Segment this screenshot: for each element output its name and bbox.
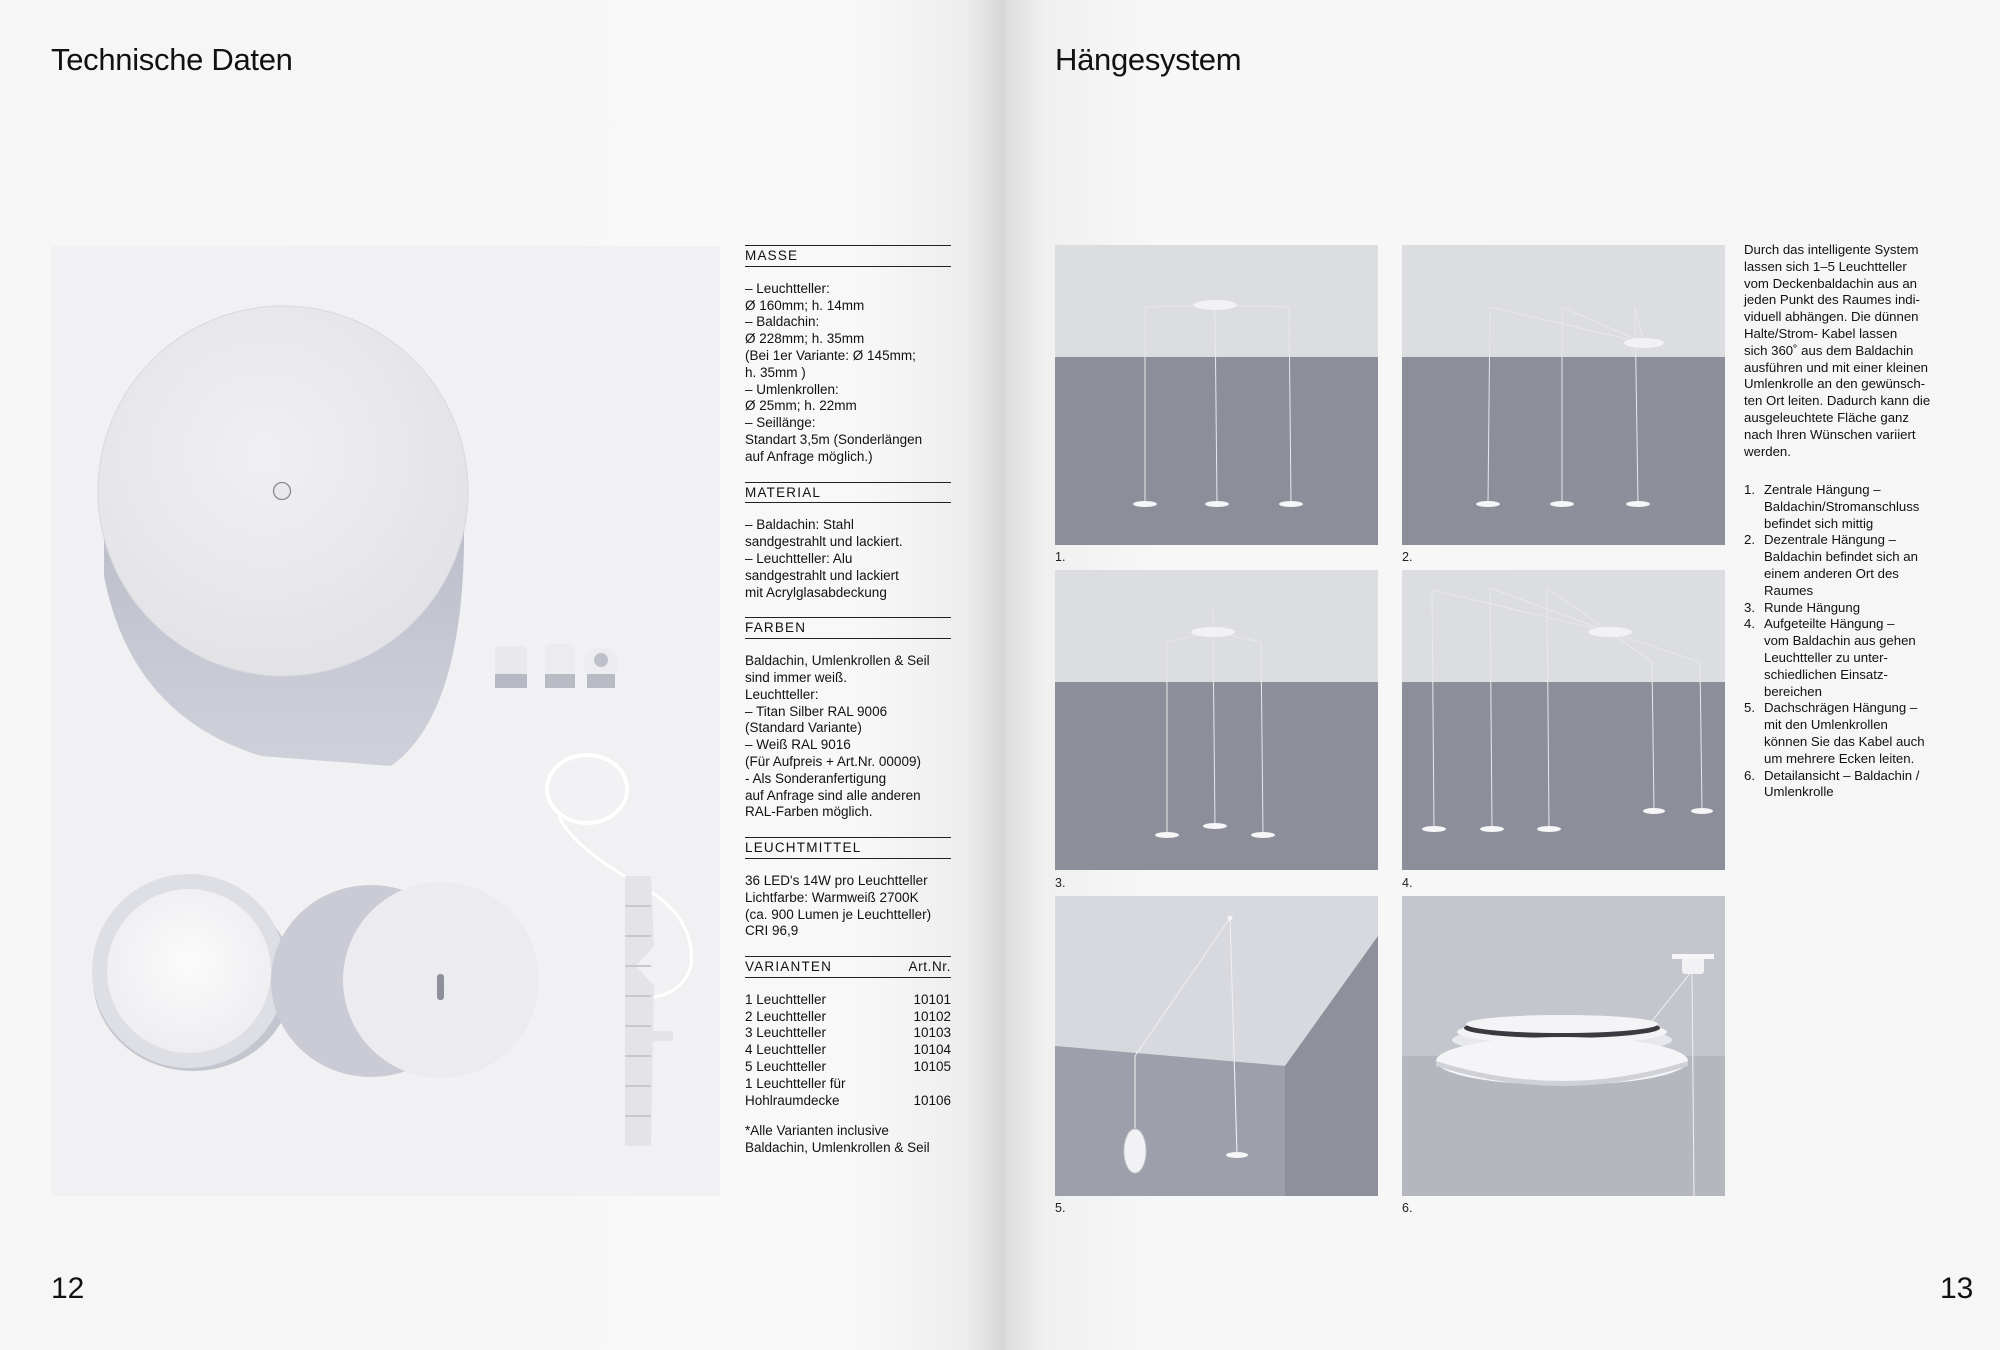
- step-number: 1.: [1744, 482, 1755, 497]
- step-number: 6.: [1744, 767, 1755, 783]
- variant-name: 5 Leuchtteller: [745, 1059, 827, 1075]
- step-number: 4.: [1744, 616, 1755, 632]
- spec-heading-masse: MASSE: [745, 248, 799, 263]
- spec-line: - Als Sonderanfertigung: [745, 770, 887, 786]
- step-item: [1744, 600, 1959, 617]
- spec-line: RAL-Farben möglich.: [745, 804, 873, 820]
- step-item: [1744, 482, 1959, 532]
- caption-6: 6.: [1402, 1201, 1413, 1215]
- spec-line: Ø 228mm; h. 35mm: [745, 331, 865, 347]
- spec-line: – Weiß RAL 9016: [745, 737, 851, 753]
- spec-line: sandgestrahlt und lackiert: [745, 567, 899, 583]
- caption-2: 2.: [1402, 550, 1413, 564]
- variant-row: [745, 1059, 951, 1076]
- variant-name: 2 Leuchtteller: [745, 1008, 827, 1024]
- spec-farben: [745, 617, 951, 821]
- spec-heading-farben: FARBEN: [745, 620, 807, 636]
- variant-row: [745, 992, 951, 1009]
- intro-text: [1744, 242, 1944, 460]
- spec-line: – Titan Silber RAL 9006: [745, 703, 888, 719]
- step-text: Dachschrägen Hängung – mit den Umlenkrollen können Sie das Kabel auch um mehrere Ecken leiten.: [1764, 700, 1925, 766]
- intro-line: werden.: [1744, 443, 1791, 459]
- variant-number: 10102: [913, 1008, 951, 1024]
- step-item: [1744, 532, 1959, 599]
- intro-line: Durch das intelligente System: [1744, 242, 1919, 257]
- illustration-divided-suspension: [1402, 570, 1725, 870]
- spec-line: auf Anfrage möglich.): [745, 448, 873, 464]
- spec-line: h. 35mm ): [745, 364, 806, 380]
- spec-line: Baldachin, Umlenkrollen & Seil: [745, 1140, 930, 1156]
- spec-line: – Leuchtteller:: [745, 280, 830, 296]
- spec-line: *Alle Varianten inclusive: [745, 1123, 889, 1139]
- intro-line: ausgeleuchtete Fläche ganz: [1744, 409, 1909, 425]
- variant-row: [745, 1076, 951, 1110]
- spec-line: – Seillänge:: [745, 415, 816, 431]
- step-number: 3.: [1744, 599, 1755, 615]
- variant-name: 3 Leuchtteller: [745, 1025, 827, 1041]
- intro-line: Umlenkrolle an den gewünsch-: [1744, 376, 1926, 392]
- intro-line: ten Ort leiten. Dadurch kann die: [1744, 393, 1931, 409]
- intro-line: vom Deckenbaldachin aus an: [1744, 275, 1918, 291]
- spec-line: CRI 96,9: [745, 923, 799, 939]
- step-item: [1744, 616, 1959, 700]
- intro-line: viduell abhängen. Die dünnen: [1744, 309, 1919, 325]
- illustration-central-suspension: [1055, 245, 1378, 545]
- intro-line: Halte/Strom- Kabel lassen: [1744, 325, 1898, 341]
- spec-heading-material: MATERIAL: [745, 484, 822, 500]
- spec-line: – Umlenkrollen:: [745, 381, 839, 397]
- spec-line: – Baldachin:: [745, 314, 820, 330]
- spec-line: – Baldachin: Stahl: [745, 517, 854, 533]
- variant-number: 10103: [913, 1025, 951, 1041]
- spec-line: Baldachin, Umlenkrollen & Seil: [745, 653, 930, 669]
- caption-3: 3.: [1055, 876, 1066, 890]
- variant-name: 1 Leuchtteller: [745, 991, 827, 1007]
- spec-line: Ø 25mm; h. 22mm: [745, 398, 857, 414]
- step-text: Runde Hängung: [1764, 599, 1861, 615]
- variant-number: 10105: [913, 1059, 951, 1075]
- spec-line: (Bei 1er Variante: Ø 145mm;: [745, 347, 916, 363]
- right-page-number: 13: [1940, 1272, 1974, 1305]
- spec-line: – Leuchtteller: Alu: [745, 550, 853, 566]
- caption-5: 5.: [1055, 1201, 1066, 1215]
- spec-line: (ca. 900 Lumen je Leuchtteller): [745, 906, 932, 922]
- illustration-detail-view: [1402, 896, 1725, 1196]
- left-page-number: 12: [51, 1272, 85, 1305]
- spec-line: sandgestrahlt und lackiert.: [745, 534, 903, 550]
- spec-material: [745, 482, 951, 602]
- step-text: Detailansicht – Baldachin / Umlenkrolle: [1764, 767, 1920, 800]
- illustration-sloped-roof-suspension: [1055, 896, 1378, 1196]
- variant-number: 10106: [913, 1092, 951, 1108]
- spec-line: sind immer weiß.: [745, 669, 848, 685]
- intro-line: sich 360˚ aus dem Baldachin: [1744, 342, 1914, 358]
- spec-varianten: [745, 956, 951, 1157]
- caption-4: 4.: [1402, 876, 1413, 890]
- spec-masse: [745, 245, 951, 466]
- variant-footnote: [745, 1123, 951, 1157]
- right-page-title: Hängesystem: [1055, 42, 1242, 77]
- spec-line: Leuchtteller:: [745, 686, 819, 702]
- variant-number: 10101: [913, 991, 951, 1007]
- spec-heading-leuchtmittel: LEUCHTMITTEL: [745, 840, 862, 856]
- spec-line: 36 LED's 14W pro Leuchtteller: [745, 872, 928, 888]
- illustration-decentral-suspension: [1402, 245, 1725, 545]
- right-page: [1005, 0, 2000, 1350]
- spec-line: mit Acrylglasabdeckung: [745, 584, 887, 600]
- variant-row: [745, 1009, 951, 1026]
- intro-line: ausführen und mit einer kleinen: [1744, 359, 1929, 375]
- spec-line: (Für Aufpreis + Art.Nr. 00009): [745, 753, 921, 769]
- left-page-title: Technische Daten: [51, 42, 293, 77]
- spec-column: [745, 245, 951, 1173]
- intro-line: lassen sich 1–5 Leuchtteller: [1744, 258, 1907, 274]
- spec-line: (Standard Variante): [745, 720, 862, 736]
- spec-line: Standart 3,5m (Sonderlängen: [745, 431, 923, 447]
- spec-line: Lichtfarbe: Warmweiß 2700K: [745, 889, 919, 905]
- variant-name: 4 Leuchtteller: [745, 1042, 827, 1058]
- intro-line: jeden Punkt des Raumes indi-: [1744, 292, 1920, 308]
- variant-name: 1 Leuchtteller für Hohlraumdecke: [745, 1075, 846, 1108]
- spec-line: auf Anfrage sind alle anderen: [745, 787, 921, 803]
- step-item: [1744, 700, 1959, 767]
- spec-line: Ø 160mm; h. 14mm: [745, 297, 865, 313]
- product-photo: [51, 246, 720, 1196]
- step-number: 2.: [1744, 532, 1755, 548]
- variant-row: [745, 1025, 951, 1042]
- step-item: [1744, 768, 1959, 802]
- step-text: Dezentrale Hängung – Baldachin befindet sich an einem anderen Ort des Raumes: [1764, 532, 1918, 598]
- variant-number: 10104: [913, 1042, 951, 1058]
- illustration-round-suspension: [1055, 570, 1378, 870]
- intro-line: nach Ihren Wünschen variiert: [1744, 426, 1916, 442]
- caption-1: 1.: [1055, 550, 1066, 564]
- spec-heading-varianten: VARIANTEN: [745, 959, 833, 975]
- step-number: 5.: [1744, 700, 1755, 716]
- artnr-column-label: Art.Nr.: [908, 959, 951, 975]
- suspension-steps-list: [1744, 482, 1959, 801]
- step-text: Aufgeteilte Hängung – vom Baldachin aus gehen Leuchtteller zu unter- schiedlichen Einsatz- bereichen: [1764, 616, 1916, 699]
- step-text: Zentrale Hängung – Baldachin/Stromanschluss befindet sich mittig: [1764, 482, 1920, 531]
- variant-row: [745, 1042, 951, 1059]
- spec-leuchtmittel: [745, 837, 951, 940]
